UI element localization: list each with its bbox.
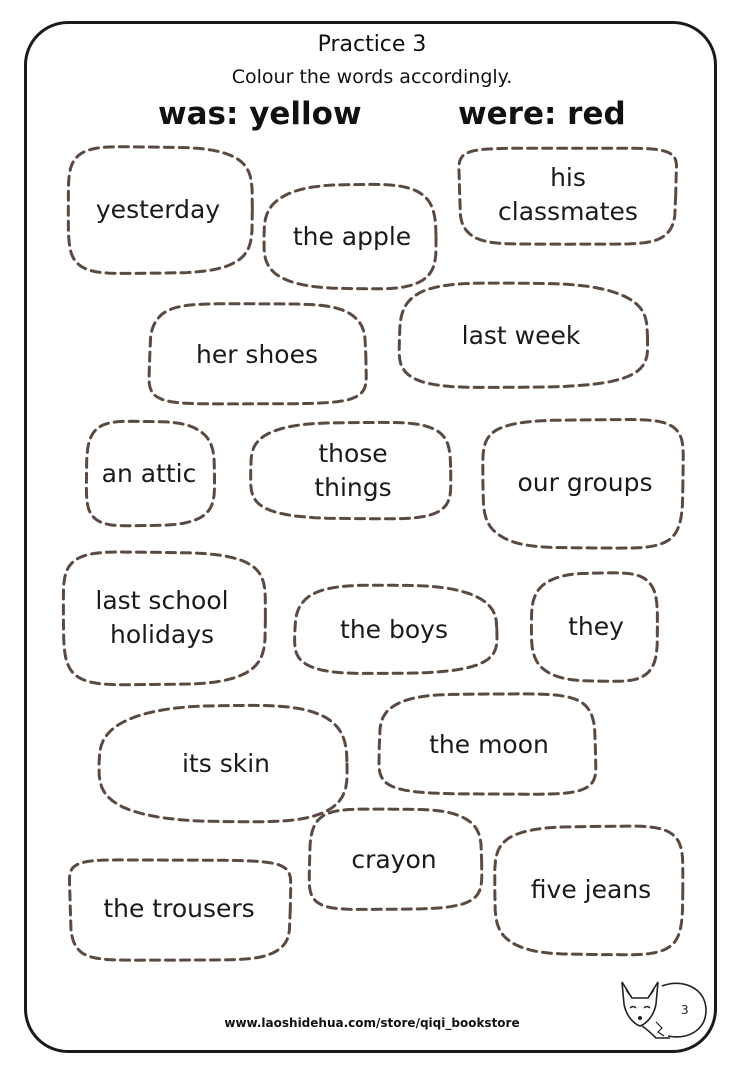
word-bubble-an-attic[interactable]: [85, 422, 213, 526]
rule-were-red: were: red: [458, 96, 626, 132]
footer-url: www.laoshidehua.com/store/qiqi_bookstore: [224, 1016, 520, 1030]
word-label: an attic: [101, 459, 197, 488]
word-bubble-the-trousers[interactable]: [69, 859, 289, 959]
word-bubble-crayon[interactable]: [308, 810, 480, 910]
word-label: the trousers: [103, 894, 255, 923]
word-label: they: [568, 612, 624, 641]
word-bubble-those-things[interactable]: [253, 423, 453, 519]
word-bubble-yesterday[interactable]: [66, 147, 250, 273]
word-label: his classmates: [498, 163, 638, 226]
word-bubble-our-groups[interactable]: [485, 419, 685, 547]
word-label: our groups: [517, 468, 653, 497]
word-bubble-its-skin[interactable]: [102, 706, 350, 822]
word-bubble-last-school-holidays[interactable]: [61, 552, 263, 684]
word-bubble-the-moon[interactable]: [381, 695, 597, 795]
word-label: the moon: [429, 730, 549, 759]
word-bubble-the-apple[interactable]: [266, 185, 438, 289]
word-bubble-they[interactable]: [533, 573, 659, 681]
page-number: 3: [681, 1003, 689, 1017]
word-label: last week: [461, 321, 581, 350]
word-bubble-the-boys[interactable]: [293, 586, 495, 674]
word-bubble-his-classmates[interactable]: [460, 147, 676, 243]
rule-was-yellow: was: yellow: [158, 96, 362, 132]
word-bubble-last-week[interactable]: [397, 284, 645, 388]
word-label: her shoes: [195, 340, 319, 369]
word-label: crayon: [351, 845, 437, 874]
word-label: last school holidays: [95, 586, 229, 649]
word-bubble-five-jeans[interactable]: [497, 826, 685, 954]
word-bubble-her-shoes[interactable]: [149, 305, 365, 405]
word-label: the apple: [292, 222, 412, 251]
word-label: yesterday: [95, 195, 221, 224]
instruction-text: Colour the words accordingly.: [231, 66, 513, 88]
fox-icon: [612, 978, 708, 1040]
word-label: its skin: [181, 749, 270, 778]
word-label: those things: [314, 439, 392, 502]
word-label: five jeans: [530, 875, 652, 904]
word-label: the boys: [340, 615, 448, 644]
page-title: Practice 3: [317, 32, 427, 57]
